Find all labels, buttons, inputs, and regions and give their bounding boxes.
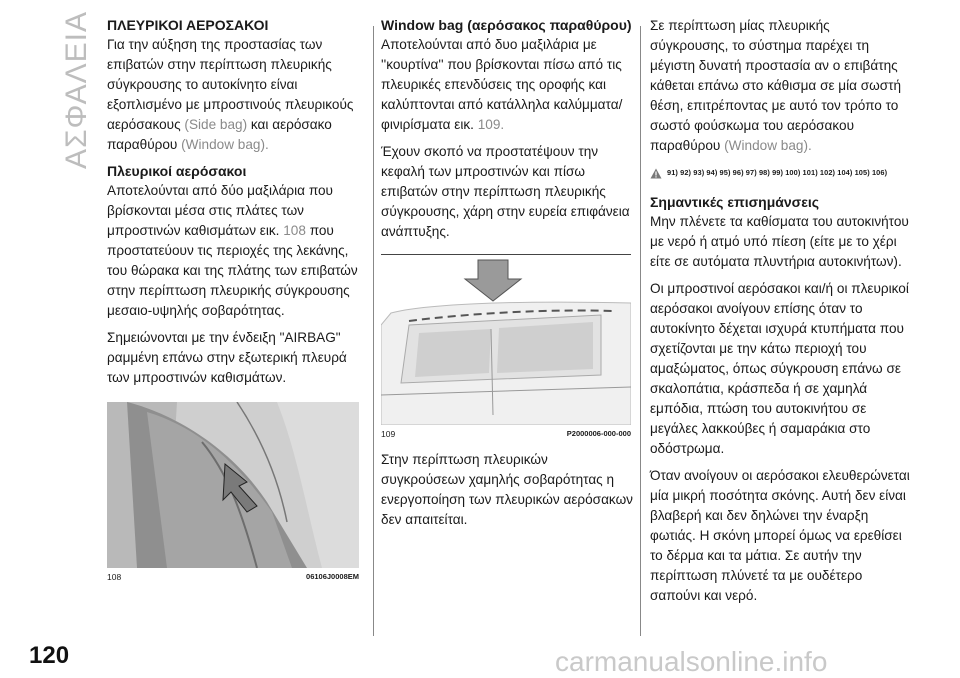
figure-number: 108 (107, 572, 122, 582)
column-important-notes (650, 16, 910, 613)
figure-code: P2000006-000-000 (566, 429, 631, 438)
paragraph: Σημειώνονται με την ένδειξη "AIRBAG" ραμμένη επάνω στην εξωτερική πλευρά των μπροστινών καθισμάτων. (107, 330, 347, 385)
paragraph: Για την αύξηση της προστασίας των επιβατών στην περίπτωση πλευρικής σύγκρουσης το αυτοκίνητο είναι εξοπλισμένο με μπροστινούς πλευρικούς αερόσακους (Side bag) και αερόσακο παραθύρου (Window bag). (107, 37, 354, 152)
paragraph: Στην περίπτωση πλευρικών συγκρούσεων χαμηλής σοβαρότητας η ενεργοποίηση των πλευρικών αερόσακων δεν απαιτείται. (381, 452, 633, 527)
car-image (381, 255, 631, 425)
paragraph: Οι μπροστινοί αερόσακοι και/ή οι πλευρικοί αερόσακοι ανοίγουν επίσης όταν το αυτοκίνητο δέχεται ισχυρά κτυπήματα που σχετίζονται με την κάτω περιοχή του αμαξώματος, όπως σύγκρουση επάνω σε σκαλοπάτια, κράσπεδα ή σε χαμηλά εμπόδια, πτώση του αυτοκινήτου σε μεγάλες λακκούβες ή σαμαράκια στο οδόστρωμα. (650, 281, 909, 456)
figure-number: 109 (381, 429, 396, 439)
paragraph: Μην πλένετε τα καθίσματα του αυτοκινήτου με νερό ή ατμό υπό πίεση (είτε με το χέρι είτε σε αυτόματα πλυντήρια αυτοκινήτων). (650, 214, 909, 269)
figure-109 (381, 254, 633, 440)
seat-image (107, 402, 359, 568)
car-illustration (381, 255, 631, 425)
page-number: 120 (29, 642, 70, 669)
column-divider (373, 26, 374, 636)
subsection-title: Πλευρικοί αερόσακοι (107, 163, 247, 179)
watermark: carmanualsonline.info (555, 646, 828, 677)
section-side-label: ΑΣΦΑΛΕΙΑ (60, 10, 93, 170)
section-title: ΠΛΕΥΡΙΚΟΙ ΑΕΡΟΣΑΚΟΙ (107, 17, 269, 33)
warning-triangle-icon (650, 168, 662, 179)
paragraph: Αποτελούνται από δυο μαξιλάρια με ''κουρτίνα'' που βρίσκονται πίσω από τις πλευρικές επενδύσεις της οροφής και καλύπτονται από κατάλληλα καλύμματα/φινιρίσματα εικ. 109. (381, 37, 623, 132)
figure-code: 06106J0008EM (306, 572, 359, 581)
section-title: Window bag (αερόσακος παραθύρου) (381, 17, 632, 33)
paragraph: Έχουν σκοπό να προστατέψουν την κεφαλή των μπροστινών και πίσω επιβατών στην περίπτωση πλευρικής σύγκρουσης, χάρη στην ευρεία επιφάνεια ανάπτυξης. (381, 144, 630, 239)
column-divider (640, 26, 641, 636)
figure-108 (107, 402, 369, 583)
seat-illustration (107, 402, 359, 568)
column-side-airbags (107, 16, 369, 583)
subsection-title: Σημαντικές επισημάνσεις (650, 194, 820, 210)
warning-references: 91) 92) 93) 94) 95) 96) 97) 98) 99) 100) 101) 102) 104) 105) 106) (650, 163, 910, 183)
paragraph: Σε περίπτωση μίας πλευρικής σύγκρουσης, το σύστημα παρέχει τη μέγιστη δυνατή προστασία αν ο επιβάτης κάθεται επάνω στο κάθισμα σε μία σωστή θέση, επιτρέποντας με αυτό τον τρόπο το σωστό φούσκωμα του αερόσακου παραθύρου (Window bag). (650, 18, 902, 153)
paragraph: Όταν ανοίγουν οι αερόσακοι ελευθερώνεται μία μικρή ποσότητα σκόνης. Αυτή δεν είναι βλαβερή και δεν δηλώνει την έναρξη φωτιάς. Η σκόνη μπορεί όμως να ερεθίσει το δέρμα και τα μάτια. Σε αυτήν την περίπτωση πλύνετέ τα με ουδέτερο σαπούνι και νερό. (650, 468, 910, 603)
column-window-bag (381, 16, 633, 537)
paragraph: Αποτελούνται από δύο μαξιλάρια που βρίσκονται μέσα στις πλάτες των μπροστινών καθισμάτων εικ. 108 που προστατεύουν τις περιοχές της λεκάνης, του θώρακα και της πλάτης των επιβατών στην περίπτωση πλευρικής σύγκρουσης μεσαιο-υψηλής σοβαρότητας. (107, 183, 358, 318)
